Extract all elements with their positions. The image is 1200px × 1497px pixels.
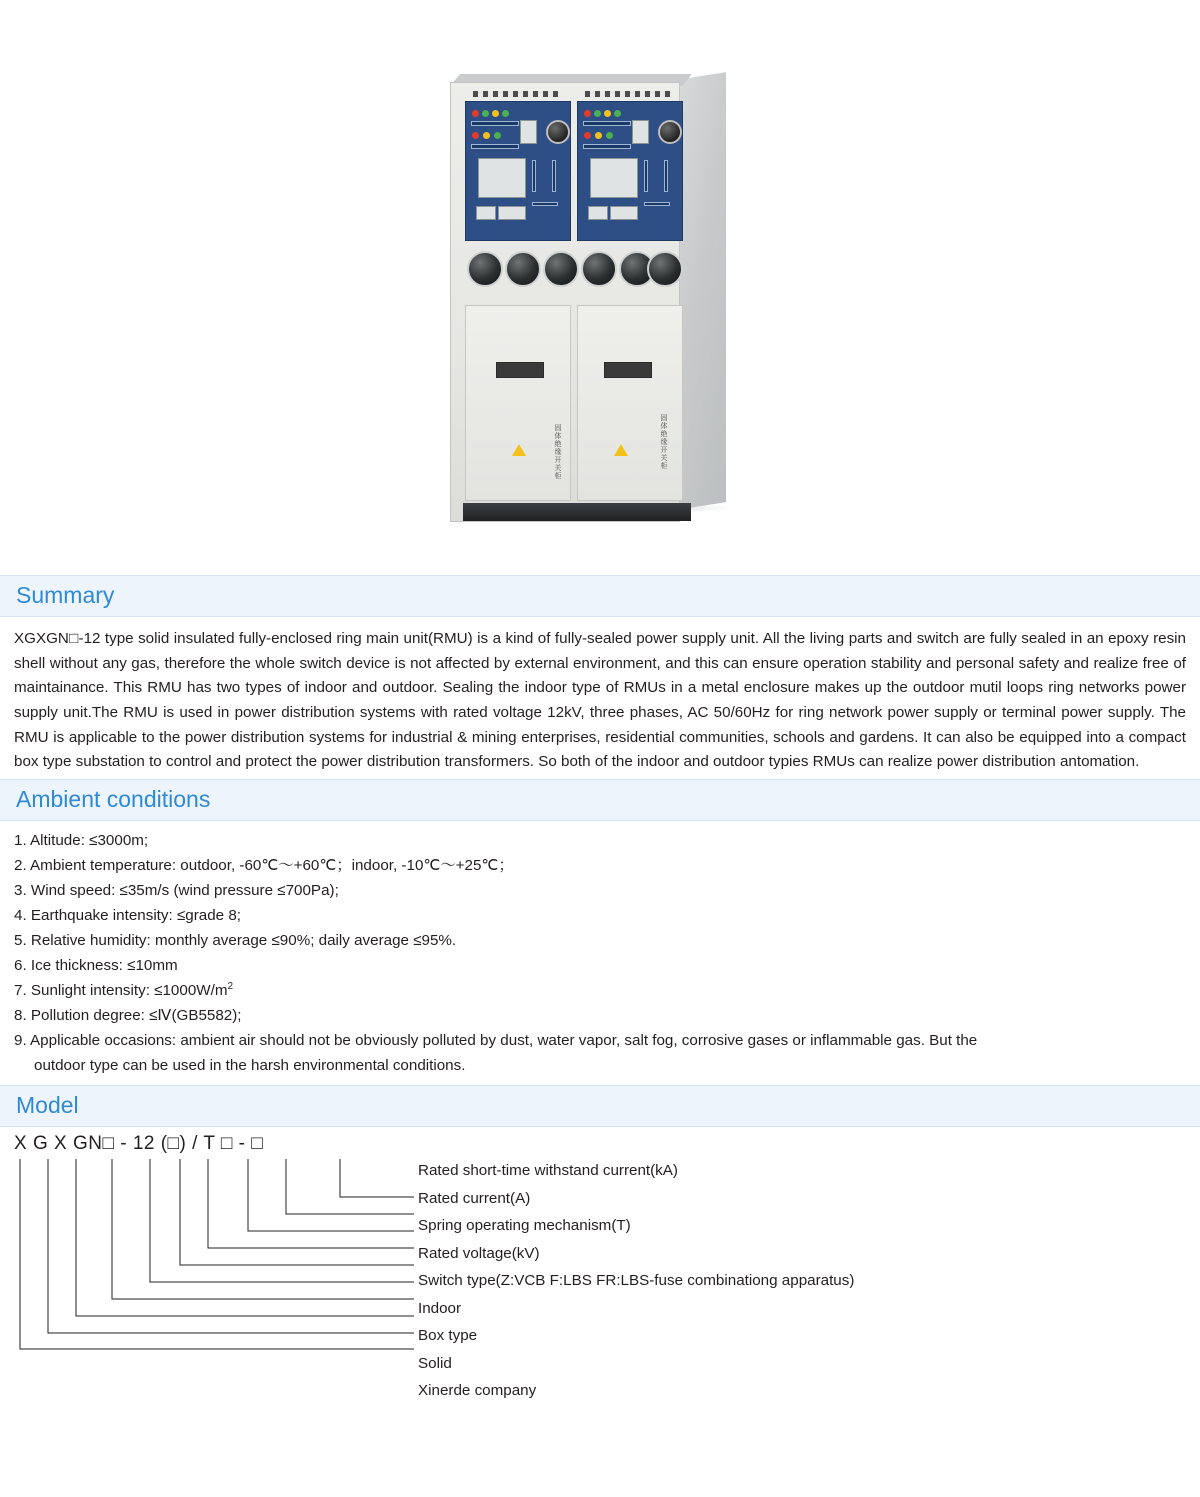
cabinet-side-panel <box>676 72 726 510</box>
leader-label: Rated current(A) <box>418 1189 531 1207</box>
status-display-small <box>520 120 537 144</box>
meter-display <box>478 158 526 198</box>
list-item: 3. Wind speed: ≤35m/s (wind pressure ≤700Pa); <box>14 881 339 899</box>
model-designation-diagram <box>0 1127 1200 1400</box>
mimic-line <box>552 160 556 192</box>
warning-triangle-icon <box>512 444 526 456</box>
control-panel-left <box>465 101 571 241</box>
mimic-bus-line <box>583 144 631 149</box>
cable-bushing <box>647 251 683 287</box>
port-block <box>476 206 496 220</box>
port-block <box>498 206 526 220</box>
section-heading-ambient: Ambient conditions <box>0 779 1200 821</box>
indicator-lamp <box>594 110 601 117</box>
list-item <box>14 979 1186 1003</box>
mimic-bus-line <box>583 121 631 126</box>
status-display-small <box>632 120 649 144</box>
indicator-lamp <box>494 132 501 139</box>
list-item: 1. Altitude: ≤3000m; <box>14 831 149 849</box>
indicator-lamp <box>483 132 490 139</box>
ventilation-slots-right <box>585 91 671 97</box>
model-leader-labels <box>418 1157 854 1405</box>
rmu-cabinet-illustration <box>440 72 740 522</box>
cabinet-label-right: 固体绝缘开关柜 <box>660 414 667 470</box>
indicator-lamp <box>492 110 499 117</box>
summary-paragraph: XGXGN□-12 type solid insulated fully-enclosed ring main unit(RMU) is a kind of fully-sealed power supply unit. All the living parts and switch are fully sealed in an epoxy resin shell without any gas, therefore the whole switch device is not affected by external environment, and this can ensure operation stability and personal safety and realize free of maintainance. This RMU has two types of indoor and outdoor. Sealing the indoor type of RMUs in a metal enclosure makes up the outdoor mutil loops ring networks power supply unit.The RMU is used in power distribution systems with rated voltage 12kV, three phases, AC 50/60Hz for ring network power supply or terminal power supply. The RMU is applicable to the power distribution systems for industrial & mining enterprises, residential communities, schools and gardens. It can also be equipped into a compact box type substation to control and protect the power distribution transformers. So both of the indoor and outdoor typies RMUs can realize power distribution antomation. <box>14 630 1186 771</box>
list-item: 4. Earthquake intensity: ≤grade 8; <box>14 906 242 924</box>
cable-bushing <box>581 251 617 287</box>
leader-label: Indoor <box>418 1299 462 1317</box>
leader-label: Rated short-time withstand current(kA) <box>418 1162 678 1180</box>
model-code <box>14 1133 263 1155</box>
list-item-continuation: outdoor type can be used in the harsh environmental conditions. <box>34 1056 466 1074</box>
product-image-area <box>0 0 1200 575</box>
model-code-text: X G X GN□ - 12 (□) / T □ - □ <box>14 1132 264 1154</box>
indicator-lamp <box>606 132 613 139</box>
operation-knob[interactable] <box>658 120 682 144</box>
indicator-lamp <box>584 132 591 139</box>
indicator-lamp <box>482 110 489 117</box>
cabinet-base-plinth <box>463 503 691 521</box>
cabinet-door-right[interactable] <box>577 305 683 501</box>
operation-knob[interactable] <box>546 120 570 144</box>
leader-label: Solid <box>418 1354 452 1372</box>
list-item: 8. Pollution degree: ≤Ⅳ(GB5582); <box>14 1006 242 1024</box>
leader-label: Xinerde company <box>418 1382 537 1400</box>
control-panel-right <box>577 101 683 241</box>
model-leader-lines <box>0 1157 420 1377</box>
list-item: 5. Relative humidity: monthly average ≤90%; daily average ≤95%. <box>14 931 457 949</box>
list-item: 6. Ice thickness: ≤10mm <box>14 956 178 974</box>
mimic-line <box>644 202 670 206</box>
mimic-line <box>532 160 536 192</box>
meter-display <box>590 158 638 198</box>
leader-label: Spring operating mechanism(T) <box>418 1217 631 1235</box>
indicator-lamp <box>472 110 479 117</box>
indicator-lamp <box>614 110 621 117</box>
port-block <box>610 206 638 220</box>
cable-bushing-row <box>465 251 683 293</box>
cabinet-label-left: 固体绝缘开关柜 <box>554 424 561 480</box>
port-block <box>588 206 608 220</box>
warning-triangle-icon <box>614 444 628 456</box>
indicator-lamp <box>502 110 509 117</box>
sunlight-exponent: 2 <box>227 980 234 992</box>
leader-label: Switch type(Z:VCB F:LBS FR:LBS-fuse combinationg apparatus) <box>418 1272 855 1290</box>
leader-label: Box type <box>418 1327 478 1345</box>
section-heading-summary: Summary <box>0 575 1200 617</box>
cabinet-front <box>450 82 680 522</box>
mimic-bus-line <box>471 121 519 126</box>
door-nameplate <box>496 362 544 378</box>
indicator-lamp <box>472 132 479 139</box>
mimic-line <box>532 202 558 206</box>
section-heading-model: Model <box>0 1085 1200 1127</box>
ventilation-slots-left <box>473 91 559 97</box>
mimic-line <box>644 160 648 192</box>
list-item: 9. Applicable occasions: ambient air should not be obviously polluted by dust, water vapor, salt fog, corrosive gases or inflammable gas. But the <box>14 1031 978 1049</box>
indicator-lamp <box>604 110 611 117</box>
leader-label: Rated voltage(kV) <box>418 1244 540 1262</box>
cable-bushing <box>543 251 579 287</box>
mimic-line <box>664 160 668 192</box>
cable-bushing <box>505 251 541 287</box>
cable-bushing <box>467 251 503 287</box>
door-nameplate <box>604 362 652 378</box>
indicator-lamp <box>584 110 591 117</box>
mimic-bus-line <box>471 144 519 149</box>
list-item-text: 7. Sunlight intensity: ≤1000W/m <box>14 981 228 999</box>
cabinet-door-left[interactable] <box>465 305 571 501</box>
list-item: 2. Ambient temperature: outdoor, -60℃～+60℃；indoor, -10℃～+25℃； <box>14 856 514 874</box>
ambient-conditions-list <box>0 821 1200 1085</box>
indicator-lamp <box>595 132 602 139</box>
